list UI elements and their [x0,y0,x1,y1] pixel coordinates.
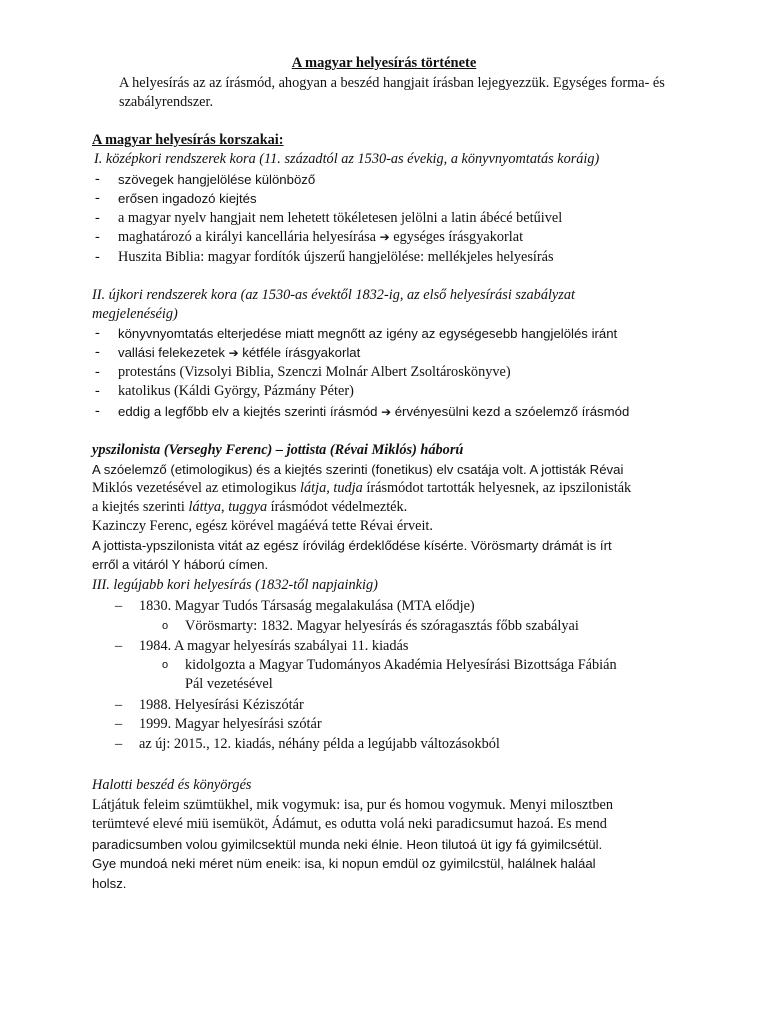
arrow-right-icon: ➔ [379,230,390,245]
list-item: - a magyar nyelv hangjait nem lehetett tökéletesen jelölni a latin ábécé betűivel [95,209,563,226]
period2-heading: II. újkori rendszerek kora (az 1530-as évektől 1832-ig, az első helyesírási szabályzat megjelenéséig) [92,287,575,322]
war-line: erről a vitáról Y háború címen. [92,557,269,572]
halotti-heading: Halotti beszéd és könyörgés [92,777,252,793]
war-line: Kazinczy Ferenc, egész körével magáévá tette Révai érveit. [92,518,433,534]
period3-list [115,597,475,616]
list-item: - könyvnyomtatás elterjedése miatt megnőtt az igény az egységesebb hangjelölés iránt [95,325,618,341]
list-item: – az új: 2015., 12. kiadás, néhány példa a legújabb változásokból [115,735,500,752]
list-item: - protestáns (Vizsolyi Biblia, Szenczi Molnár Albert Zsoltároskönyve) [95,363,511,380]
war-line: A szóelemző (etimologikus) és a kiejtés szerinti (fonetikus) elv csatája volt. A jottisták Révai [92,462,624,477]
list-item: - erősen ingadozó kiejtés [95,190,257,207]
war-heading: ypszilonista (Verseghy Ferenc) – jottista (Révai Miklós) háború [92,442,464,458]
list-item: o Vörösmarty: 1832. Magyar helyesírás és szóragasztás főbb szabályai [162,618,579,634]
periods-heading: A magyar helyesírás korszakai: [92,132,284,148]
period1-list [92,170,562,267]
list-item: - eddig a legfőbb elv a kiejtés szerinti írásmód ➔ érvényesülni kezd a szóelemző írásmód [95,402,630,419]
list-item: – 1984. A magyar helyesírás szabályai 11. kiadás [115,638,409,654]
period1-heading: I. középkori rendszerek kora (11. századtól az 1530-as évekig, a könyvnyomtatás koráig) [94,151,600,167]
period3-sublist [162,617,579,636]
period3-list [115,637,409,656]
arrow-right-icon: ➔ [228,346,239,361]
list-item: - maghatározó a királyi kancellária helyesírása ➔ egységes írásgyakorlat [95,229,524,246]
period3-sublist [162,656,617,695]
list-item: - vallási felekezetek ➔ kétféle írásgyakorlat [95,344,361,361]
list-item: – 1830. Magyar Tudós Társaság megalakulása (MTA elődje) [115,598,475,614]
list-item: o kidolgozta a Magyar Tudományos Akadémia Helyesírási Bizottsága Fábián Pál vezetésével [162,657,617,693]
halotti-text [92,796,704,893]
list-item: – 1999. Magyar helyesírási szótár [115,716,322,733]
halotti-line: Gye mundoá neki méret nüm eneik: isa, ki nopun emdül oz gyimilcstül, halálnek haláal [92,856,596,872]
list-item: - szövegek hangjelölése különböző [95,171,316,187]
war-line: a kiejtés szerinti láttya, tuggya írásmódot védelmezték. [92,499,408,515]
halotti-line: terümtevé elevé miü isemüköt, Ádámut, es odutta volá neki paradicsumut hazoá. Es mend [92,816,607,833]
halotti-line: holsz. [92,875,127,891]
period2-list [92,324,629,421]
halotti-line: Látjátuk feleim szümtükhel, mik vogymuk: isa, pur és homou vogymuk. Menyi milosztben [92,797,613,813]
halotti-line: paradicsumben volou gyimilcsektül munda neki élnie. Heon tilutoá üt igy fá gyimilcsétül. [92,836,603,852]
page-title: A magyar helyesírás története [291,55,477,71]
list-item: – 1988. Helyesírási Kéziszótár [115,697,304,713]
intro-paragraph: A helyesírás az az írásmód, ahogyan a beszéd hangjait írásban lejegyezzük. Egységes forma- és szabályrendszer. [119,75,665,110]
list-item: - katolikus (Káldi György, Pázmány Péter) [95,383,354,400]
war-line: A jottista-ypszilonista vitát az egész íróvilág érdeklődése kísérte. Vörösmarty drámát is írt [92,538,612,553]
war-line: Miklós vezetésével az etimologikus látja, tudja írásmódot tartották helyesnek, az ipszilonisták [92,480,632,496]
arrow-right-icon: ➔ [381,404,392,419]
period3-heading: III. legújabb kori helyesírás (1832-től napjainkig) [92,577,378,593]
list-item: - Huszita Biblia: magyar fordítók újszerű hangjelölése: mellékjeles helyesírás [95,248,554,265]
period3-list [115,696,500,754]
war-section [92,441,687,574]
